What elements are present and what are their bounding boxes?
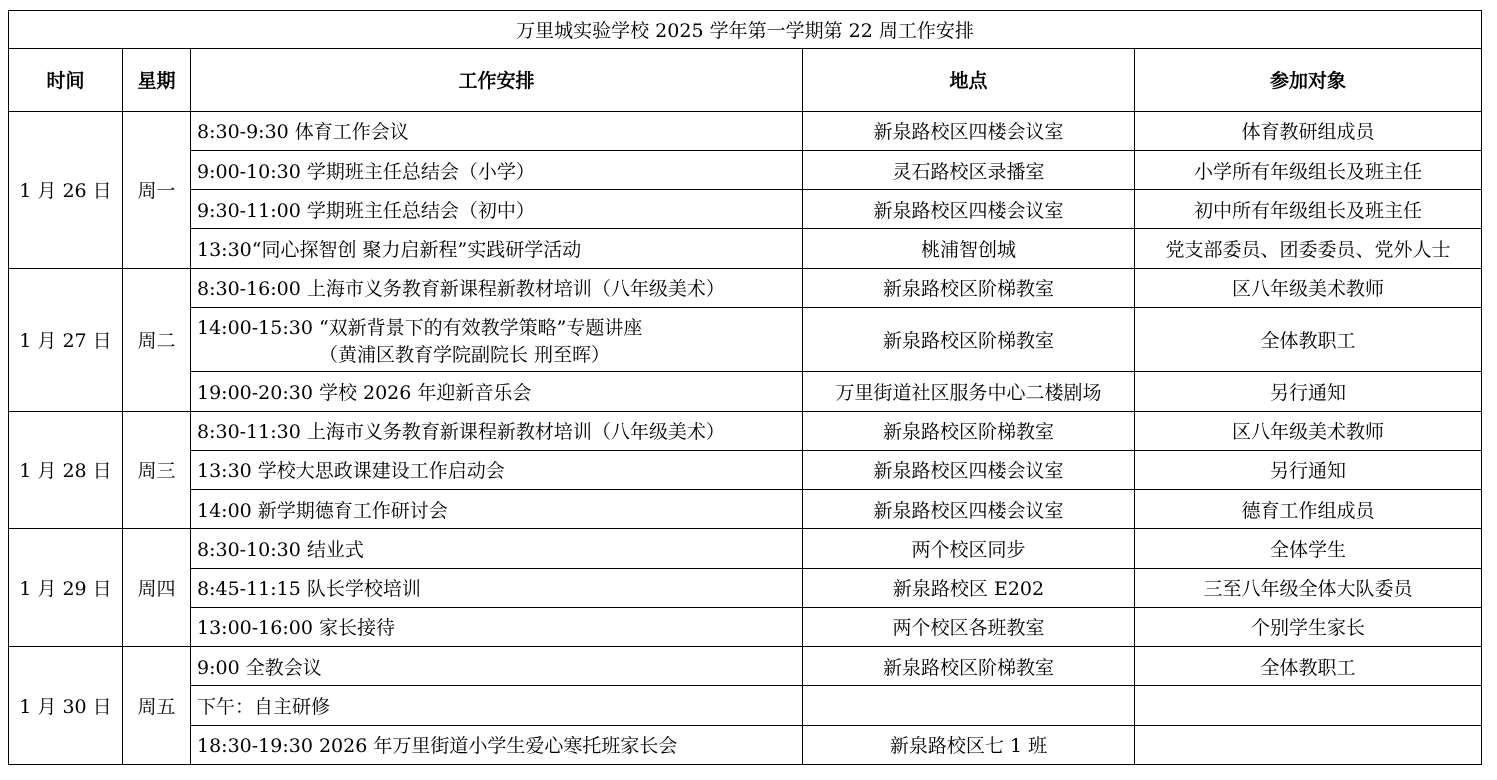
weekday-cell: 周五 — [123, 647, 191, 765]
work-cell: 13:00-16:00 家长接待 — [191, 607, 803, 646]
participants-cell: 三至八年级全体大队委员 — [1135, 568, 1482, 607]
table-row — [9, 372, 1482, 411]
place-cell: 新泉路校区四楼会议室 — [803, 450, 1135, 489]
work-cell: 8:30-11:30 上海市义务教育新课程新教材培训（八年级美术） — [191, 411, 803, 450]
work-cell: 9:00-10:30 学期班主任总结会（小学） — [191, 150, 803, 189]
table-row — [9, 529, 1482, 568]
table-row — [9, 686, 1482, 725]
weekday-cell: 周四 — [123, 529, 191, 647]
participants-cell: 区八年级美术教师 — [1135, 268, 1482, 307]
date-cell: 1 月 29 日 — [9, 529, 123, 647]
place-cell: 新泉路校区四楼会议室 — [803, 190, 1135, 229]
table-row — [9, 150, 1482, 189]
participants-cell: 小学所有年级组长及班主任 — [1135, 150, 1482, 189]
table-row — [9, 229, 1482, 268]
participants-cell: 区八年级美术教师 — [1135, 411, 1482, 450]
participants-cell — [1135, 725, 1482, 764]
place-cell: 两个校区同步 — [803, 529, 1135, 568]
participants-cell: 个别学生家长 — [1135, 607, 1482, 646]
table-row — [9, 647, 1482, 686]
place-cell — [803, 686, 1135, 725]
header-time: 时间 — [9, 49, 123, 111]
weekday-cell: 周一 — [123, 111, 191, 268]
work-cell: 8:30-16:00 上海市义务教育新课程新教材培训（八年级美术） — [191, 268, 803, 307]
table-row — [9, 268, 1482, 307]
header-work: 工作安排 — [191, 49, 803, 111]
place-cell: 新泉路校区 E202 — [803, 568, 1135, 607]
date-cell: 1 月 27 日 — [9, 268, 123, 411]
table-title: 万里城实验学校 2025 学年第一学期第 22 周工作安排 — [9, 11, 1482, 49]
work-line-2: （黄浦区教育学院副院长 刑至晖） — [319, 343, 611, 366]
header-place: 地点 — [803, 49, 1135, 111]
table-row — [9, 607, 1482, 646]
work-cell: 8:30-9:30 体育工作会议 — [191, 111, 803, 150]
place-cell: 新泉路校区阶梯教室 — [803, 307, 1135, 371]
place-cell: 新泉路校区四楼会议室 — [803, 111, 1135, 150]
participants-cell — [1135, 686, 1482, 725]
place-cell: 桃浦智创城 — [803, 229, 1135, 268]
table-row — [9, 111, 1482, 150]
place-cell: 新泉路校区阶梯教室 — [803, 647, 1135, 686]
header-participants: 参加对象 — [1135, 49, 1482, 111]
weekday-cell: 周二 — [123, 268, 191, 411]
work-cell: 下午：自主研修 — [191, 686, 803, 725]
participants-cell: 全体教职工 — [1135, 307, 1482, 371]
work-cell: 13:30“同心探智创 聚力启新程”实践研学活动 — [191, 229, 803, 268]
work-line-1: 14:00-15:30 “双新背景下的有效教学策略”专题讲座 — [197, 316, 643, 339]
header-row — [9, 49, 1482, 111]
place-cell: 新泉路校区阶梯教室 — [803, 268, 1135, 307]
work-cell: 18:30-19:30 2026 年万里街道小学生爱心寒托班家长会 — [191, 725, 803, 764]
work-cell: 19:00-20:30 学校 2026 年迎新音乐会 — [191, 372, 803, 411]
participants-cell: 体育教研组成员 — [1135, 111, 1482, 150]
place-cell: 万里街道社区服务中心二楼剧场 — [803, 372, 1135, 411]
date-cell: 1 月 26 日 — [9, 111, 123, 268]
schedule-table — [8, 10, 1482, 765]
participants-cell: 德育工作组成员 — [1135, 490, 1482, 529]
table-row — [9, 190, 1482, 229]
table-row — [9, 450, 1482, 489]
participants-cell: 党支部委员、团委委员、党外人士 — [1135, 229, 1482, 268]
table-row — [9, 411, 1482, 450]
participants-cell: 全体教职工 — [1135, 647, 1482, 686]
table-row — [9, 490, 1482, 529]
work-cell — [191, 307, 803, 371]
table-row — [9, 725, 1482, 764]
place-cell: 新泉路校区七 1 班 — [803, 725, 1135, 764]
work-cell: 13:30 学校大思政课建设工作启动会 — [191, 450, 803, 489]
participants-cell: 另行通知 — [1135, 450, 1482, 489]
place-cell: 新泉路校区阶梯教室 — [803, 411, 1135, 450]
place-cell: 两个校区各班教室 — [803, 607, 1135, 646]
participants-cell: 初中所有年级组长及班主任 — [1135, 190, 1482, 229]
date-cell: 1 月 28 日 — [9, 411, 123, 529]
work-cell: 9:00 全教会议 — [191, 647, 803, 686]
table-row — [9, 307, 1482, 371]
place-cell: 灵石路校区录播室 — [803, 150, 1135, 189]
participants-cell: 全体学生 — [1135, 529, 1482, 568]
participants-cell: 另行通知 — [1135, 372, 1482, 411]
date-cell: 1 月 30 日 — [9, 647, 123, 765]
work-cell: 8:30-10:30 结业式 — [191, 529, 803, 568]
work-cell: 9:30-11:00 学期班主任总结会（初中） — [191, 190, 803, 229]
work-cell: 8:45-11:15 队长学校培训 — [191, 568, 803, 607]
table-row — [9, 568, 1482, 607]
header-weekday: 星期 — [123, 49, 191, 111]
weekday-cell: 周三 — [123, 411, 191, 529]
place-cell: 新泉路校区四楼会议室 — [803, 490, 1135, 529]
work-cell: 14:00 新学期德育工作研讨会 — [191, 490, 803, 529]
